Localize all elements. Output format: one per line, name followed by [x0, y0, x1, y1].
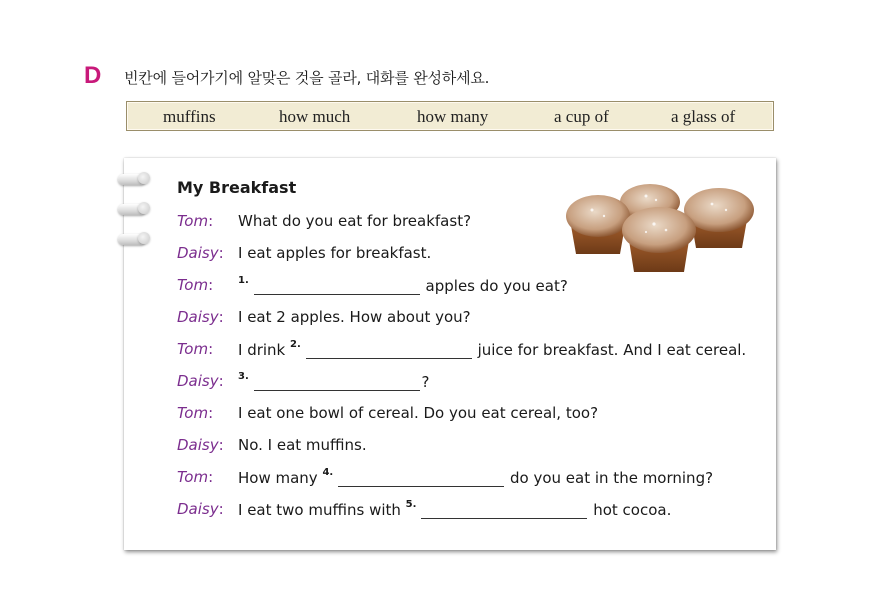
binder-ring-icon — [118, 174, 146, 185]
line-text: I eat 2 apples. How about you? — [238, 308, 471, 326]
muffin-icon — [684, 188, 754, 248]
blank-number: 2. — [290, 339, 301, 350]
blank-number: 1. — [238, 275, 249, 286]
word-bank-item: how many — [417, 107, 489, 126]
speaker-name: Tom: — [177, 340, 214, 358]
speaker-name: Tom: — [177, 468, 214, 486]
answer-blank-2[interactable] — [306, 340, 472, 359]
line-text: No. I eat muffins. — [238, 436, 367, 454]
dialogue-title: My Breakfast — [177, 178, 297, 197]
line-text: I eat one bowl of cereal. Do you eat cereal, too? — [238, 404, 599, 422]
line-text: $^{1.}$ apples do you eat? — [238, 275, 568, 295]
blank-number: 3. — [238, 371, 249, 382]
answer-blank-4[interactable] — [338, 468, 504, 487]
binder-ring-icon — [118, 234, 146, 245]
speaker-name: Daisy: — [177, 372, 224, 390]
instruction-text: 빈칸에 들어가기에 알맞은 것을 골라, 대화를 완성하세요. — [124, 69, 490, 87]
blank-number: 5. — [405, 499, 417, 510]
line-text: How many $^{4.}$ do you eat in the morning? — [238, 467, 714, 487]
section-letter: D — [84, 62, 102, 89]
speaker-name: Daisy: — [177, 436, 224, 454]
speaker-name: Tom: — [177, 276, 214, 294]
answer-blank-3[interactable] — [254, 372, 420, 391]
speaker-name: Daisy: — [177, 308, 224, 326]
word-bank — [126, 101, 774, 131]
answer-blank-5[interactable] — [421, 500, 587, 519]
blank-number: 4. — [322, 467, 334, 478]
speaker-name: Tom: — [177, 212, 214, 230]
muffins-illustration — [566, 180, 762, 280]
speaker-name: Daisy: — [177, 244, 224, 262]
speaker-name: Tom: — [177, 404, 214, 422]
muffin-icon — [622, 207, 696, 272]
speaker-name: Daisy: — [177, 500, 224, 518]
word-bank-item: how much — [279, 107, 351, 126]
line-text: $^{3.}$ ? — [238, 371, 430, 391]
word-bank-item: muffins — [163, 107, 216, 126]
answer-blank-1[interactable] — [254, 276, 420, 295]
line-text: I drink $^{2.}$ juice for breakfast. And I eat cereal. — [238, 339, 747, 359]
line-text: I eat apples for breakfast. — [238, 244, 432, 262]
word-bank-item: a cup of — [554, 107, 609, 126]
word-bank-item: a glass of — [671, 107, 736, 126]
muffin-icon — [566, 195, 630, 254]
binder-ring-icon — [118, 204, 146, 215]
line-text: What do you eat for breakfast? — [238, 212, 472, 230]
line-text: I eat two muffins with $^{5.}$ hot cocoa. — [238, 499, 672, 519]
